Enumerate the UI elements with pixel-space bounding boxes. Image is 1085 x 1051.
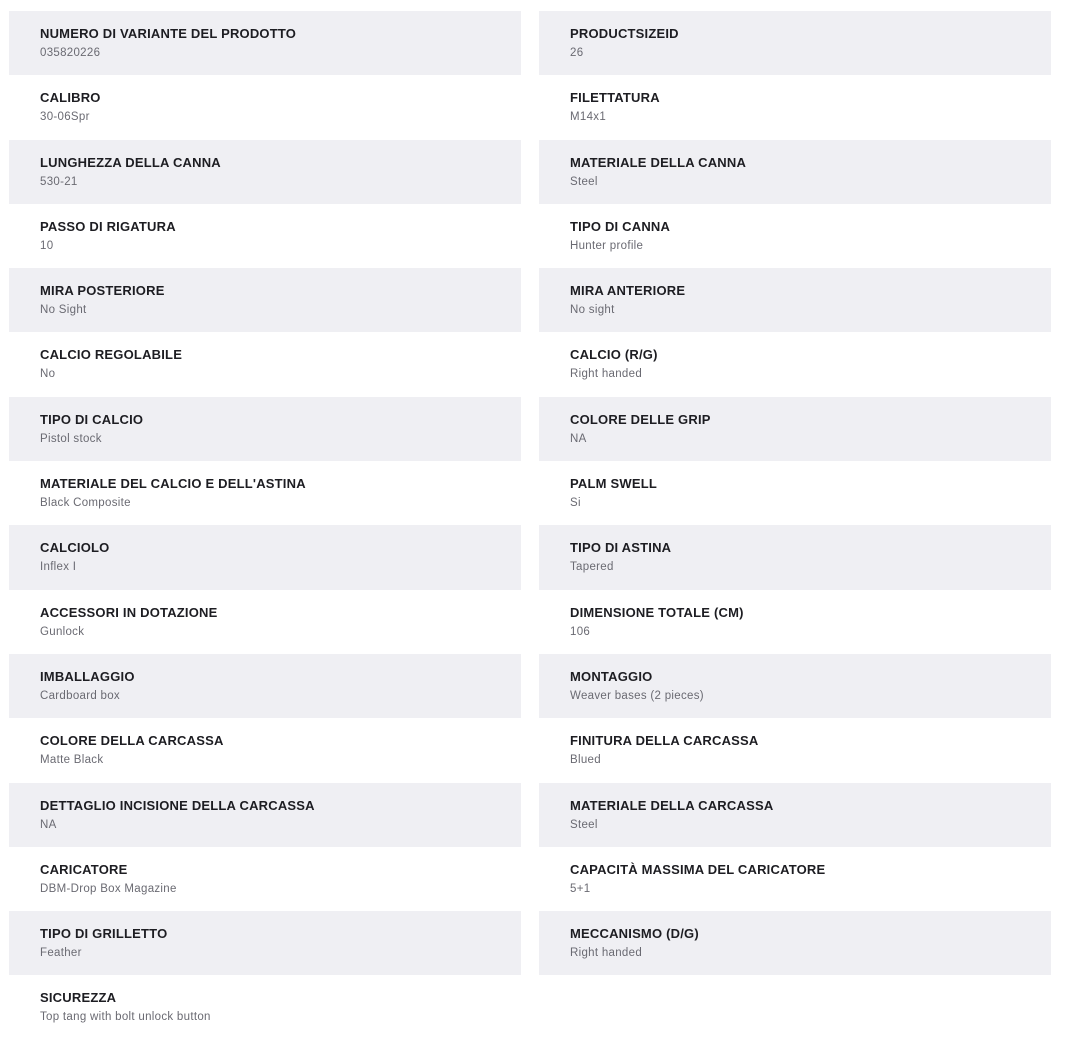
spec-value: Top tang with bolt unlock button (40, 1011, 211, 1024)
spec-value: No Sight (40, 304, 87, 317)
spec-cell (9, 140, 521, 204)
spec-cell (9, 783, 521, 847)
spec-value: DBM-Drop Box Magazine (40, 882, 177, 895)
spec-value: 26 (570, 47, 584, 59)
spec-label: PALM SWELL (570, 476, 657, 492)
spec-label: MONTAGGIO (570, 668, 653, 684)
spec-cell (539, 718, 1051, 782)
spec-label: MATERIALE DELLA CANNA (570, 154, 747, 170)
spec-value: 035820226 (40, 47, 101, 59)
spec-cell (9, 847, 521, 911)
spec-label: FILETTATURA (570, 90, 660, 106)
spec-cell (539, 332, 1051, 396)
spec-cell (9, 654, 521, 718)
spec-value: Matte Black (40, 754, 104, 767)
spec-cell (9, 397, 521, 461)
spec-label: COLORE DELLE GRIP (570, 411, 711, 427)
spec-label: MATERIALE DEL CALCIO E DELL'ASTINA (40, 476, 306, 492)
spec-label: TIPO DI ASTINA (570, 540, 672, 556)
spec-value: Cardboard box (40, 689, 120, 702)
spec-value: Hunter profile (570, 239, 644, 252)
spec-label: TIPO DI CALCIO (40, 411, 144, 427)
spec-cell (539, 397, 1051, 461)
spec-cell (9, 11, 521, 75)
spec-value: Tapered (570, 561, 614, 574)
spec-cell (539, 268, 1051, 332)
spec-label: DETTAGLIO INCISIONE DELLA CARCASSA (40, 797, 315, 813)
spec-value: Pistol stock (40, 432, 102, 445)
spec-value: Steel (570, 818, 598, 831)
spec-label: CALCIO REGOLABILE (40, 347, 183, 363)
spec-value: 30-06Spr (40, 111, 90, 124)
spec-label: MECCANISMO (D/G) (570, 926, 699, 942)
spec-value: 10 (40, 239, 54, 252)
spec-label: SICUREZZA (40, 990, 117, 1006)
spec-cell (9, 718, 521, 782)
spec-label: LUNGHEZZA DELLA CANNA (40, 154, 221, 170)
spec-value: Gunlock (40, 625, 85, 638)
spec-value: M14x1 (570, 111, 607, 124)
spec-label: FINITURA DELLA CARCASSA (570, 733, 759, 749)
spec-value: Blued (570, 754, 601, 767)
spec-value: Steel (570, 175, 598, 188)
spec-cell (9, 525, 521, 589)
spec-label: CARICATORE (40, 861, 128, 877)
spec-label: TIPO DI GRILLETTO (40, 926, 168, 942)
spec-value: No sight (570, 304, 615, 317)
spec-cell (539, 654, 1051, 718)
spec-value: 5+1 (570, 882, 591, 895)
spec-label: ACCESSORI IN DOTAZIONE (40, 604, 218, 620)
spec-value: Right handed (570, 368, 643, 381)
spec-value: Inflex I (40, 561, 77, 574)
spec-cell (9, 911, 521, 975)
spec-value: Right handed (570, 947, 643, 960)
spec-cell (539, 75, 1051, 139)
empty-cell (539, 975, 1051, 1039)
spec-label: IMBALLAGGIO (40, 668, 135, 684)
spec-cell (539, 11, 1051, 75)
spec-label: CAPACITÀ MASSIMA DEL CARICATORE (570, 861, 826, 877)
spec-label: TIPO DI CANNA (570, 218, 671, 234)
spec-value: No (40, 368, 56, 381)
spec-cell (9, 975, 521, 1039)
spec-label: NUMERO DI VARIANTE DEL PRODOTTO (40, 26, 297, 41)
spec-cell (539, 140, 1051, 204)
spec-label: CALCIO (R/G) (570, 347, 658, 363)
spec-value: Si (570, 497, 581, 510)
product-specifications-table (9, 11, 1051, 1040)
spec-value: NA (570, 432, 587, 445)
spec-cell (9, 268, 521, 332)
spec-cell (539, 783, 1051, 847)
spec-cell (539, 525, 1051, 589)
spec-cell (539, 847, 1051, 911)
spec-label: MATERIALE DELLA CARCASSA (570, 797, 774, 813)
spec-value: NA (40, 818, 57, 831)
spec-label: PASSO DI RIGATURA (40, 218, 176, 234)
spec-value: Feather (40, 947, 82, 960)
spec-cell (9, 75, 521, 139)
spec-label: CALIBRO (40, 90, 101, 106)
spec-label: COLORE DELLA CARCASSA (40, 733, 224, 749)
spec-cell (539, 590, 1051, 654)
spec-label: PRODUCTSIZEID (570, 26, 679, 41)
spec-label: CALCIOLO (40, 540, 110, 556)
spec-label: DIMENSIONE TOTALE (CM) (570, 604, 744, 620)
spec-value: 530-21 (40, 175, 78, 188)
spec-cell (9, 204, 521, 268)
spec-label: MIRA POSTERIORE (40, 283, 165, 299)
spec-value: Weaver bases (2 pieces) (570, 689, 704, 702)
spec-cell (9, 332, 521, 396)
spec-value: 106 (570, 625, 591, 638)
spec-cell (539, 461, 1051, 525)
spec-value: Black Composite (40, 497, 131, 510)
spec-cell (9, 590, 521, 654)
spec-label: MIRA ANTERIORE (570, 283, 686, 299)
spec-cell (9, 461, 521, 525)
spec-cell (539, 204, 1051, 268)
spec-cell (539, 911, 1051, 975)
